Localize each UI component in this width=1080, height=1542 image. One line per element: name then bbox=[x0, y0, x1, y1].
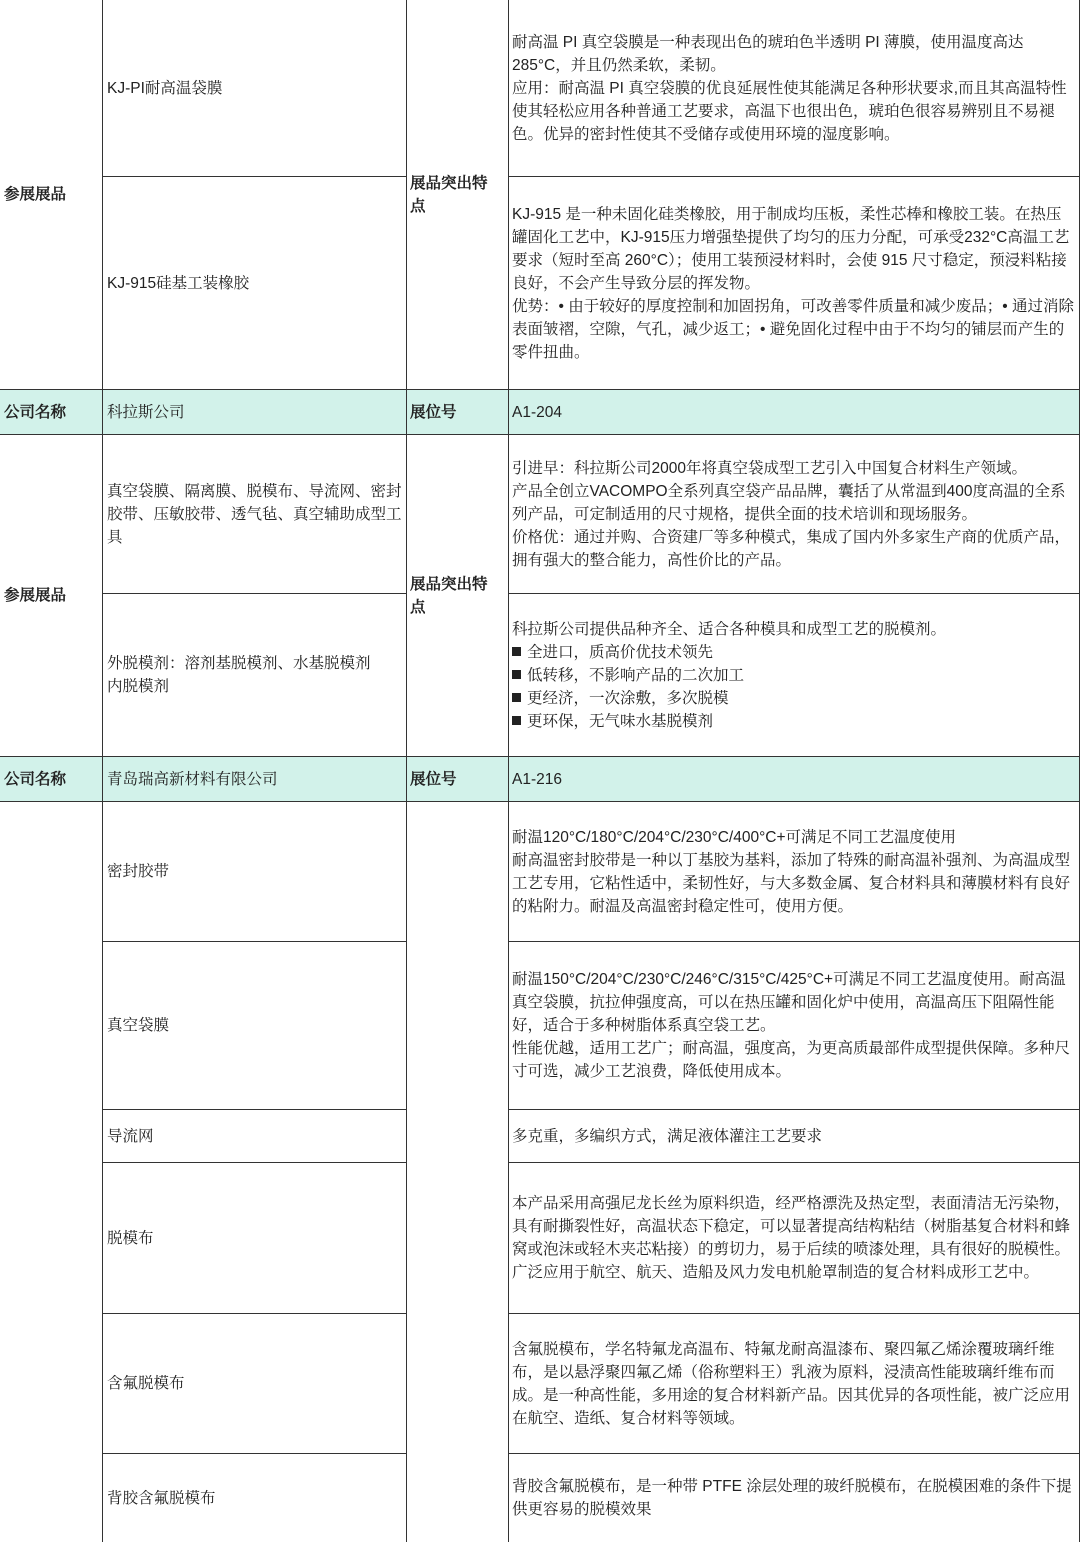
product-name-cell bbox=[103, 0, 407, 177]
booth-number: A1-216 bbox=[512, 770, 562, 788]
product-name-cell bbox=[103, 802, 407, 942]
product-desc bbox=[512, 203, 1076, 364]
square-bullet-icon bbox=[512, 647, 521, 656]
bullet-item bbox=[512, 664, 1076, 687]
company-label-text: 公司名称 bbox=[4, 770, 67, 788]
desc-paragraph: 耐温120°C/180°C/204°C/230°C/400°C+可满足不同工艺温度使用 bbox=[512, 828, 957, 846]
desc-paragraph: 优势：• 由于较好的厚度控制和加固拐角，可改善零件质量和减少废品；• 通过消除表面皱褶，空隙，气孔，减少返工；• 避免固化过程中由于不均匀的铺层而产生的零件扭曲。 bbox=[512, 297, 1074, 361]
bullet-text: 更环保，无气味水基脱模剂 bbox=[527, 712, 714, 730]
product-desc-cell bbox=[509, 942, 1080, 1110]
product-name: 密封胶带 bbox=[107, 863, 170, 880]
company-name-cell bbox=[103, 390, 407, 435]
product-desc-cell bbox=[509, 177, 1080, 390]
desc-paragraph: 含氟脱模布，学名特氟龙高温布、特氟龙耐高温漆布、聚四氟乙烯涂覆玻璃纤维布，是以悬浮聚四氟乙烯（俗称塑料王）乳液为原料，浸渍高性能玻璃纤维布而成。是一种高性能，多用途的复合材料新产品。因其优异的各项性能，被广泛应用在航空、造纸、复合材料等领域。 bbox=[512, 1340, 1071, 1427]
product-desc-cell bbox=[509, 0, 1080, 177]
booth-number: A1-204 bbox=[512, 403, 562, 421]
bullet-item bbox=[512, 687, 1076, 710]
product-desc-cell bbox=[509, 435, 1080, 594]
product-desc-cell bbox=[509, 1163, 1080, 1314]
desc-paragraph: 本产品采用高强尼龙长丝为原料织造，经严格漂洗及热定型，表面清洁无污染物，具有耐撕裂性好，高温状态下稳定，可以显著提高结构粘结（树脂基复合材料和蜂窝或泡沫或轻木夹芯粘接）的剪切力，易于后续的喷漆处理，具有很好的脱模性。广泛应用于航空、航天、造船及风力发电机舱罩制造的复合材料成形工艺中。 bbox=[512, 1195, 1071, 1281]
company-name: 青岛瑞高新材料有限公司 bbox=[107, 770, 278, 788]
bullet-item bbox=[512, 710, 1076, 733]
product-name-cell bbox=[103, 594, 407, 757]
product-desc bbox=[512, 618, 1076, 733]
product-name-line: 外脱模剂：溶剂基脱模剂、水基脱模剂 bbox=[107, 655, 371, 672]
company-label bbox=[0, 390, 103, 435]
desc-paragraph: 背胶含氟脱模布，是一种带 PTFE 涂层处理的玻纤脱模布，在脱模困难的条件下提供更容易的脱模效果 bbox=[512, 1478, 1072, 1518]
product-name-cell bbox=[103, 177, 407, 390]
desc-paragraph: 多克重，多编织方式，满足液体灌注工艺要求 bbox=[512, 1127, 823, 1145]
desc-paragraph: 耐高温密封胶带是一种以丁基胶为基料，添加了特殊的耐高温补强剂、为高温成型工艺专用，它粘性适中，柔韧性好，与大多数金属、复合材料具和薄膜材料有良好的粘附力。耐温及高温密封稳定性可，使用方便。 bbox=[512, 851, 1071, 915]
features-label bbox=[407, 435, 509, 757]
product-name: KJ-PI耐高温袋膜 bbox=[107, 79, 223, 97]
exhibits-label-text: 参展展品 bbox=[4, 186, 67, 203]
product-desc-cell bbox=[509, 1110, 1080, 1163]
exhibits-label-empty bbox=[0, 802, 103, 1542]
desc-paragraph: 耐高温 PI 真空袋膜是一种表现出色的琥珀色半透明 PI 薄膜，使用温度高达 285°C，并且仍然柔软，柔韧。 bbox=[512, 33, 1024, 74]
exhibits-label-text: 参展展品 bbox=[4, 587, 67, 604]
desc-paragraph: 性能优越，适用工艺广；耐高温，强度高，为更高质最部件成型提供保障。多种尺寸可选，减少工艺浪费，降低使用成本。 bbox=[512, 1040, 1071, 1080]
booth-number-cell bbox=[509, 757, 1080, 802]
features-label-empty bbox=[407, 802, 509, 1542]
product-name: 真空袋膜、隔离膜、脱模布、导流网、密封胶带、压敏胶带、透气毡、真空辅助成型工具 bbox=[107, 482, 402, 546]
product-name-cell bbox=[103, 1314, 407, 1454]
product-desc bbox=[512, 31, 1076, 146]
company-name: 科拉斯公司 bbox=[107, 403, 185, 421]
desc-paragraph: 产品全创立VACOMPO全系列真空袋产品品牌，囊括了从常温到400度高温的全系列产品，可定制适用的尺寸规格，提供全面的技术培训和现场服务。 bbox=[512, 482, 1066, 523]
desc-intro: 科拉斯公司提供品种齐全、适合各种模具和成型工艺的脱模剂。 bbox=[512, 620, 947, 638]
product-name-cell bbox=[103, 1454, 407, 1542]
features-label-text: 展品突出特点 bbox=[410, 174, 488, 215]
product-name: 真空袋膜 bbox=[107, 1017, 170, 1034]
desc-paragraph: KJ-915 是一种未固化硅类橡胶，用于制成均压板，柔性芯棒和橡胶工装。在热压罐固化工艺中，KJ-915压力增强垫提供了均匀的压力分配，可承受232°C高温工艺要求（短时至高 260°C）；使用工装预浸材料时，会使 915 尺寸稳定，预浸料粘接良好，不会产生导致分层的挥发物。 bbox=[512, 205, 1070, 292]
square-bullet-icon bbox=[512, 716, 521, 725]
booth-label-text: 展位号 bbox=[410, 770, 457, 788]
bullet-item bbox=[512, 641, 1076, 664]
product-desc-cell bbox=[509, 802, 1080, 942]
square-bullet-icon bbox=[512, 693, 521, 702]
product-desc bbox=[512, 457, 1076, 572]
product-desc-cell bbox=[509, 1454, 1080, 1542]
desc-paragraph: 耐温150°C/204°C/230°C/246°C/315°C/425°C+可满足不同工艺温度使用。耐高温真空袋膜，抗拉伸强度高，可以在热压罐和固化炉中使用，高温高压下阻隔性能好，适合于多种树脂体系真空袋工艺。 bbox=[512, 971, 1066, 1034]
booth-label bbox=[407, 757, 509, 802]
product-name: 背胶含氟脱模布 bbox=[107, 1489, 216, 1507]
square-bullet-icon bbox=[512, 670, 521, 679]
product-name: 含氟脱模布 bbox=[107, 1375, 185, 1392]
bullet-text: 更经济，一次涂敷，多次脱模 bbox=[527, 689, 729, 707]
product-name-cell bbox=[103, 435, 407, 594]
desc-paragraph: 引进早：科拉斯公司2000年将真空袋成型工艺引入中国复合材料生产领域。 bbox=[512, 459, 1027, 477]
desc-paragraph: 应用：耐高温 PI 真空袋膜的优良延展性使其能满足各种形状要求,而且其高温特性使其轻松应用各种普通工艺要求，高温下也很出色，琥珀色很容易辨别且不易褪色。优异的密封性使其不受储存或使用环境的湿度影响。 bbox=[512, 79, 1067, 143]
bullet-text: 全进口，质高价优技术领先 bbox=[527, 643, 714, 661]
product-name-cell bbox=[103, 1163, 407, 1314]
company-name-cell bbox=[103, 757, 407, 802]
booth-label-text: 展位号 bbox=[410, 403, 457, 421]
product-name: 导流网 bbox=[107, 1127, 154, 1145]
product-name-cell bbox=[103, 942, 407, 1110]
features-label-text: 展品突出特点 bbox=[410, 575, 488, 616]
company-label-text: 公司名称 bbox=[4, 403, 67, 421]
product-name-line: 内脱模剂 bbox=[107, 678, 170, 695]
desc-paragraph: 价格优：通过并购、合资建厂等多种模式，集成了国内外多家生产商的优质产品，拥有强大的整合能力，高性价比的产品。 bbox=[512, 528, 1071, 569]
product-desc bbox=[512, 968, 1076, 1083]
booth-label bbox=[407, 390, 509, 435]
product-name: KJ-915硅基工装橡胶 bbox=[107, 274, 250, 292]
company-label bbox=[0, 757, 103, 802]
features-label bbox=[407, 0, 509, 390]
bullet-text: 低转移，不影响产品的二次加工 bbox=[527, 666, 745, 684]
product-desc-cell bbox=[509, 594, 1080, 757]
product-name bbox=[107, 652, 371, 698]
product-name: 脱模布 bbox=[107, 1229, 154, 1247]
exhibits-label bbox=[0, 0, 103, 390]
booth-number-cell bbox=[509, 390, 1080, 435]
product-desc-cell bbox=[509, 1314, 1080, 1454]
product-desc bbox=[512, 826, 1076, 918]
exhibits-label bbox=[0, 435, 103, 757]
product-name-cell bbox=[103, 1110, 407, 1163]
